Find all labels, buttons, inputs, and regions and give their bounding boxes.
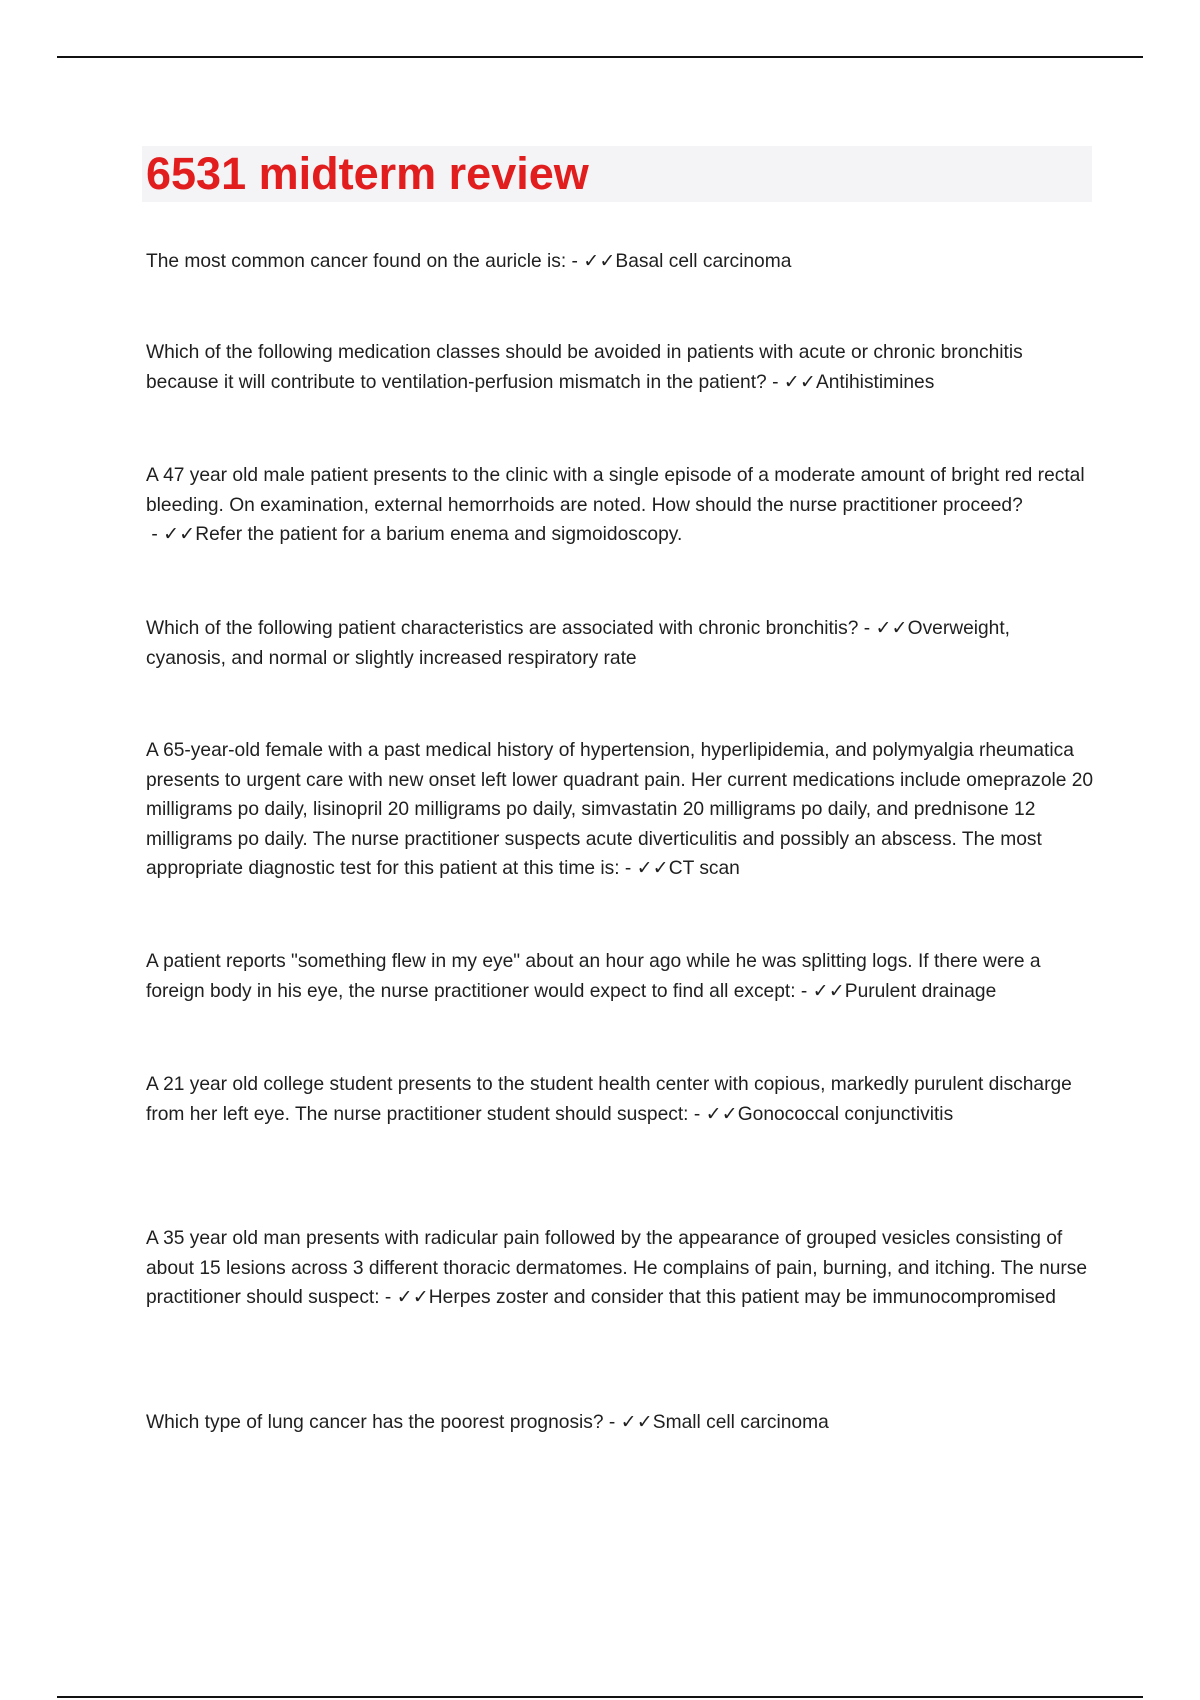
separator: -	[619, 858, 637, 879]
question-text: Which type of lung cancer has the poorest prognosis?	[146, 1412, 604, 1433]
question-text: A patient reports "something flew in my eye" about an hour ago while he was splitting logs. If there were a foreign body in his eye, the nurse practitioner would expect to find all except:	[146, 951, 1041, 1002]
check-mark-icon: ✓✓	[812, 980, 845, 1002]
qa-item	[146, 247, 1094, 277]
answer-text: CT scan	[668, 858, 740, 879]
question-text: Which of the following medication classes should be avoided in patients with acute or chronic bronchitis because it will contribute to ventilation-perfusion mismatch in the patient?	[146, 342, 1023, 393]
answer-text: Basal cell carcinoma	[615, 251, 792, 272]
qa-item	[146, 461, 1094, 550]
answer-text: Herpes zoster and consider that this patient may be immunocompromised	[428, 1287, 1056, 1308]
qa-item	[146, 1224, 1094, 1313]
check-mark-icon: ✓✓	[783, 371, 816, 393]
question-text: A 47 year old male patient presents to the clinic with a single episode of a moderate amount of bright red rectal bleeding. On examination, external hemorrhoids are noted. How should the nurse practitioner proceed?	[146, 465, 1085, 516]
answer-text: Purulent drainage	[844, 980, 997, 1002]
question-text: A 21 year old college student presents to the student health center with copious, markedly purulent discharge from her left eye. The nurse practitioner student should suspect:	[146, 1074, 1072, 1125]
page-title: 6531 midterm review	[146, 148, 589, 199]
question-text: Which of the following patient characteristics are associated with chronic bronchitis?	[146, 618, 859, 639]
answer-text: Small cell carcinoma	[652, 1412, 829, 1433]
check-mark-icon: ✓✓	[583, 251, 616, 272]
separator: -	[566, 251, 584, 272]
top-divider	[57, 56, 1143, 58]
bottom-divider	[57, 1696, 1143, 1698]
separator: -	[146, 524, 164, 545]
separator: -	[688, 1103, 706, 1125]
answer-text: Antihistimines	[815, 371, 935, 393]
answer-text: Refer the patient for a barium enema and sigmoidoscopy.	[195, 524, 683, 545]
check-mark-icon: ✓✓	[875, 618, 908, 639]
check-mark-icon: ✓✓	[620, 1412, 653, 1433]
separator: -	[603, 1412, 621, 1433]
qa-item	[146, 614, 1094, 673]
qa-item	[146, 338, 1094, 397]
question-text: A 35 year old man presents with radicular pain followed by the appearance of grouped vesicles consisting of about 15 lesions across 3 different thoracic dermatomes. He complains of pain, burning, and itching. The nurse practitioner should suspect:	[146, 1228, 1088, 1308]
check-mark-icon: ✓✓	[396, 1287, 429, 1308]
check-mark-icon: ✓✓	[163, 524, 196, 545]
answer-text: Overweight, cyanosis, and normal or slightly increased respiratory rate	[146, 618, 1011, 669]
check-mark-icon: ✓✓	[705, 1103, 738, 1125]
separator: -	[858, 618, 876, 639]
separator: -	[379, 1287, 397, 1308]
check-mark-icon: ✓✓	[636, 858, 669, 879]
qa-item	[146, 1408, 1094, 1438]
qa-item	[146, 947, 1094, 1006]
separator: -	[766, 371, 784, 393]
qa-item	[146, 1070, 1094, 1129]
separator: -	[795, 980, 813, 1002]
answer-text: Gonococcal conjunctivitis	[737, 1103, 954, 1125]
question-text: A 65-year-old female with a past medical history of hypertension, hyperlipidemia, and polymyalgia rheumatica presents to urgent care with new onset left lower quadrant pain. Her current medications include omeprazole 20 milligrams po daily, lisinopril 20 milligrams po daily, simvastatin 20 milligrams po daily, and prednisone 12 milligrams po daily. The nurse practitioner suspects acute diverticulitis and possibly an abscess. The most appropriate diagnostic test for this patient at this time is:	[146, 740, 1094, 879]
qa-item	[146, 736, 1094, 884]
question-text: The most common cancer found on the auricle is:	[146, 251, 567, 272]
